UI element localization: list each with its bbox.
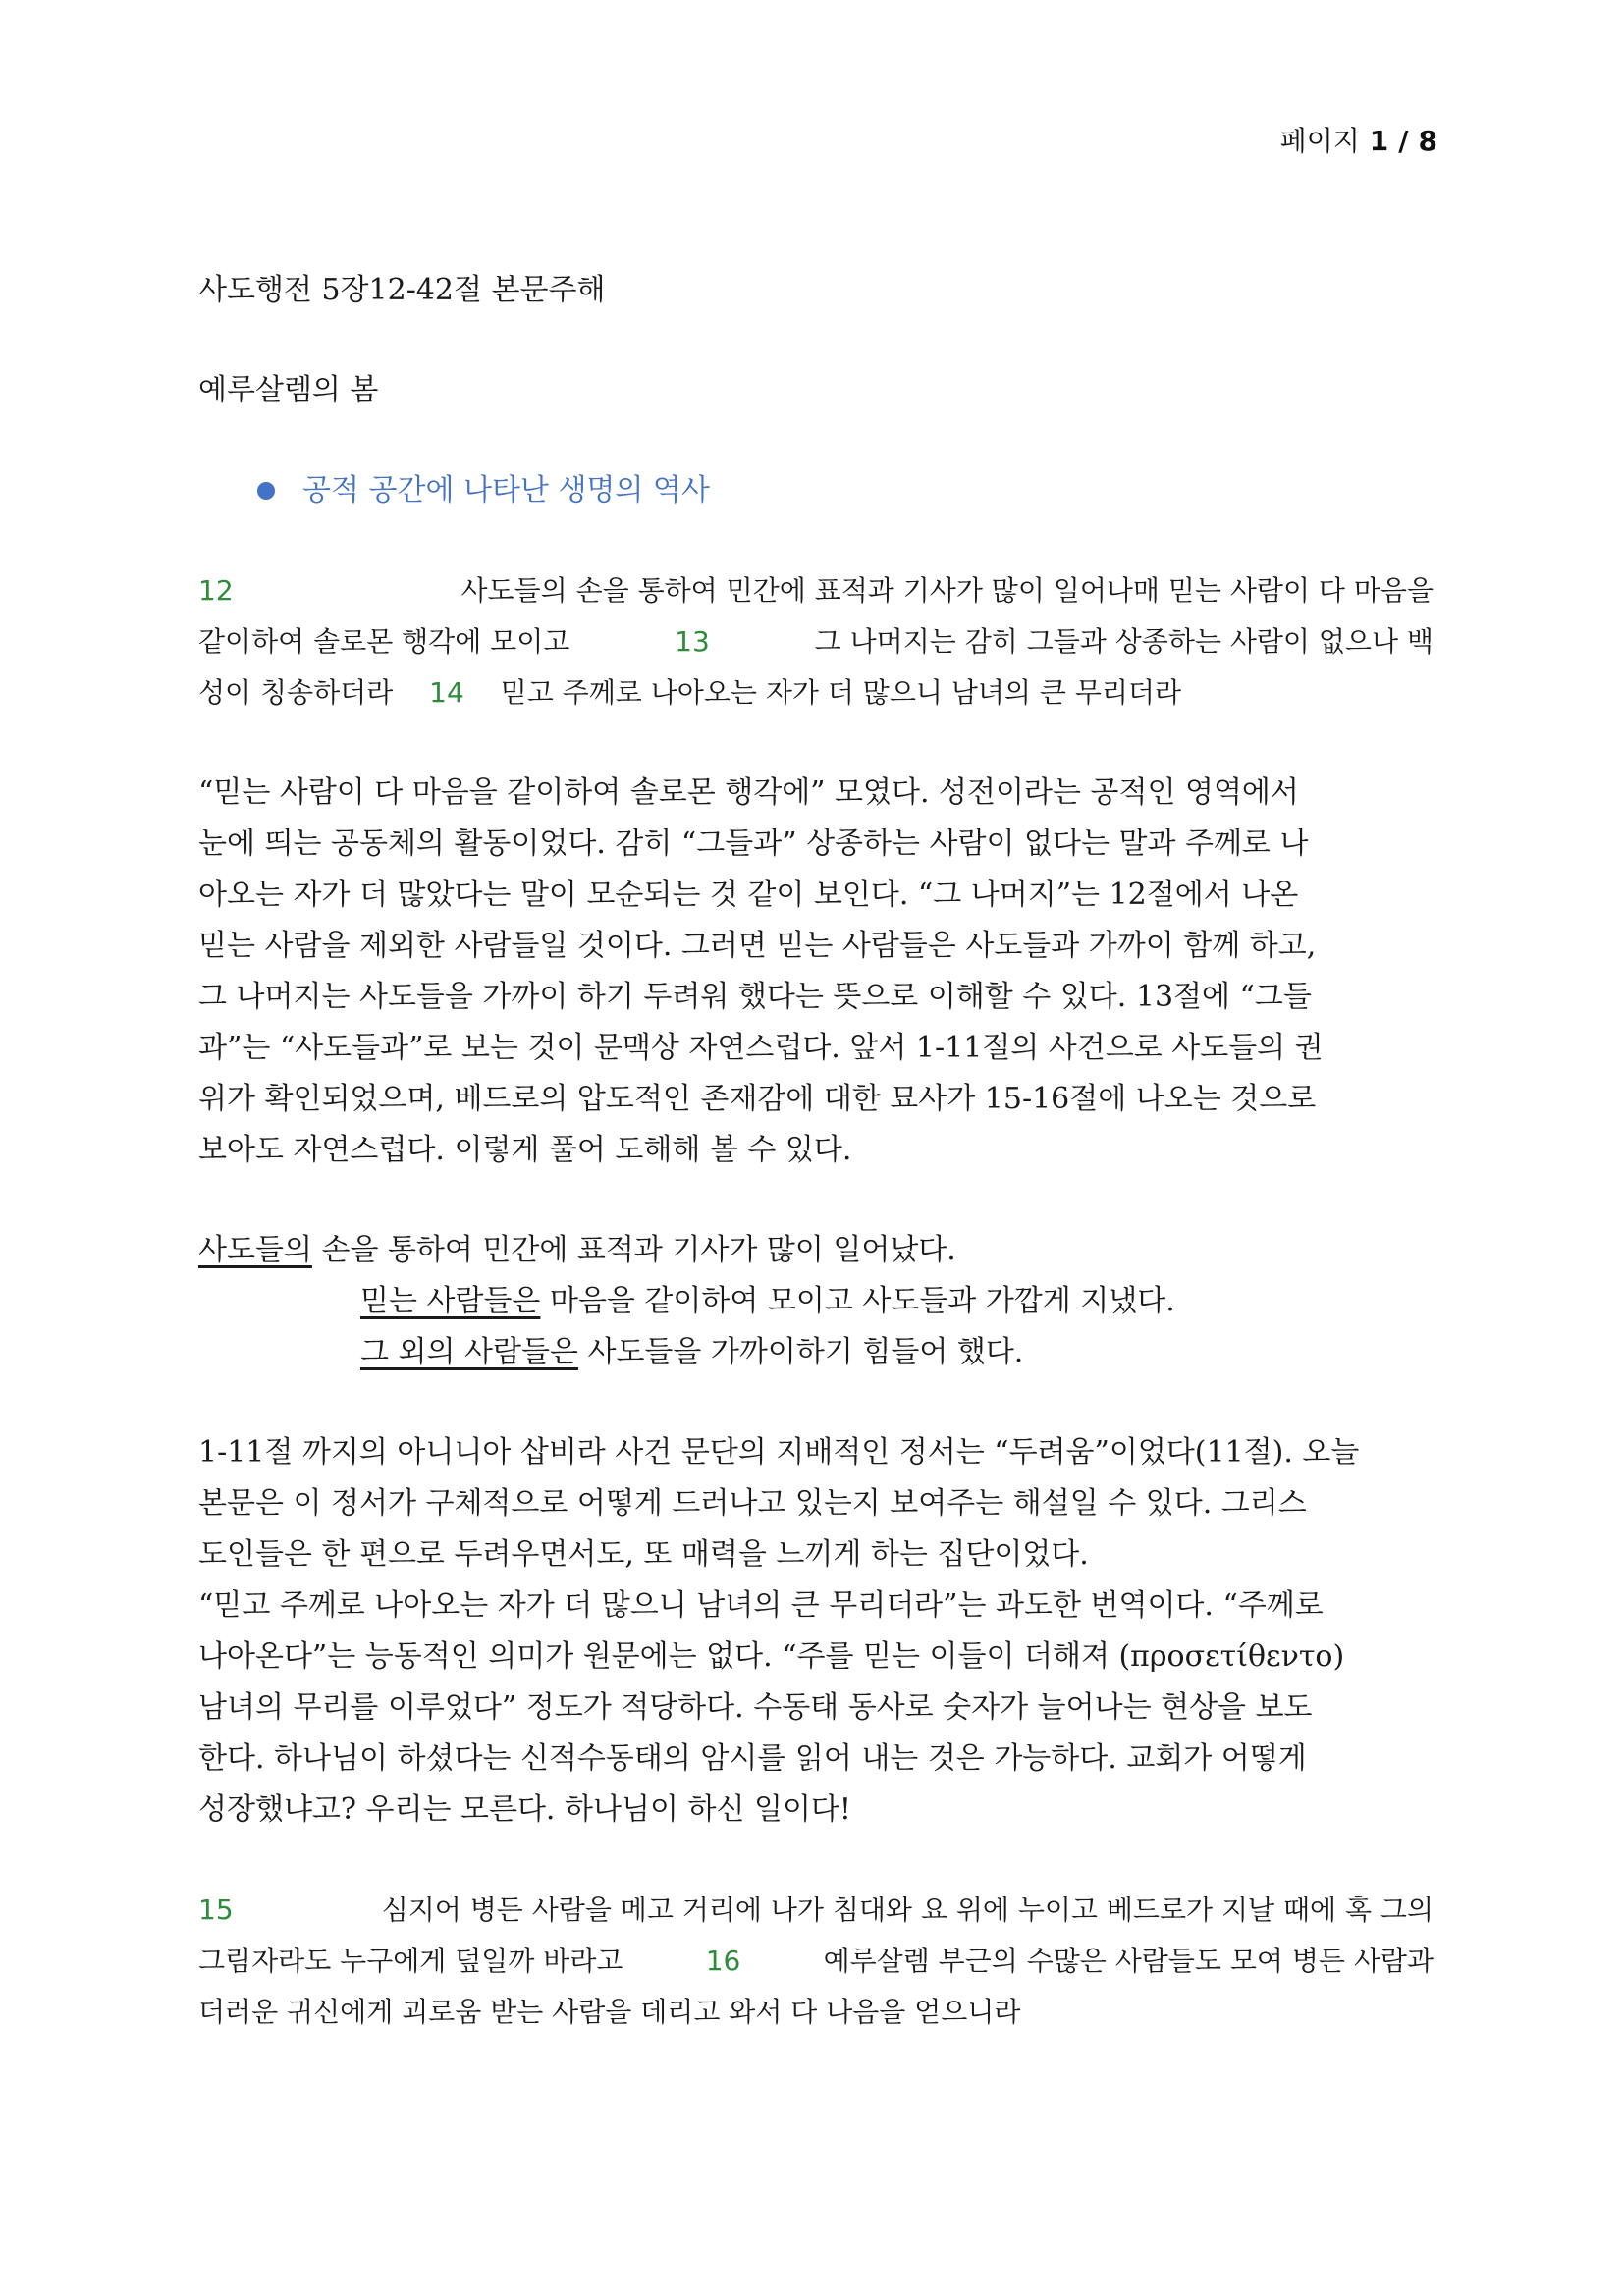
verse-number: 14: [429, 676, 464, 709]
paragraph-line: 그 나머지는 사도들을 가까이 하기 두려워 했다는 뜻으로 이해할 수 있다. 13절에 “그들: [198, 980, 1312, 1014]
paragraph-line: 나아온다”는 능동적인 의미가 원문에는 없다. “주를 믿는 이들이 더해져 (προσετίθεντο): [198, 1639, 1345, 1674]
paragraph-line: 1-11절 까지의 아니니아 삽비라 사건 문단의 지배적인 정서는 “두려움”이었다(11절). 오늘: [198, 1435, 1360, 1469]
diagram-predicate: 마음을 같이하여 모이고 사도들과 가깝게 지냈다.: [540, 1284, 1175, 1318]
paragraph-line: 과”는 “사도들과”로 보는 것이 문맥상 자연스럽다. 앞서 1-11절의 사건으로 사도들의 권: [198, 1031, 1324, 1065]
document-body: [198, 265, 1434, 2038]
paragraph-line: 본문은 이 정서가 구체적으로 어떻게 드러나고 있는지 보여주는 해설일 수 있다. 그리스: [198, 1486, 1307, 1521]
document-title: 사도행전 5장12-42절 본문주해: [198, 273, 606, 307]
paragraph-line: 한다. 하나님이 하셨다는 신적수동태의 암시를 읽어 내는 것은 가능하다. 교회가 어떻게: [198, 1741, 1307, 1776]
scripture-line: 더러운 귀신에게 괴로움 받는 사람을 데리고 와서 다 나음을 얻으니라: [198, 1996, 1021, 2028]
paragraph-line: “믿는 사람이 다 마음을 같이하여 솔로몬 행각에” 모였다. 성전이라는 공적인 영역에서: [198, 775, 1299, 810]
verse-text: 그림자라도 누구에게 덮일까 바라고: [198, 1945, 623, 1977]
paragraph-line: 위가 확인되었으며, 베드로의 압도적인 존재감에 대한 묘사가 15-16절에 나오는 것으로: [198, 1082, 1317, 1116]
commentary-paragraph-3: [198, 1580, 1434, 1836]
paragraph-line: 눈에 띄는 공동체의 활동이었다. 감히 “그들과” 상종하는 사람이 없다는 말과 주께로 나: [198, 827, 1309, 861]
scripture-line: [198, 1936, 1434, 1987]
section-subtitle: 예루살렘의 봄: [198, 373, 379, 407]
scripture-block-15-16: [198, 1885, 1434, 2038]
verse-number: 13: [675, 625, 710, 658]
diagram-row: [360, 1327, 1434, 1378]
diagram-predicate: 사도들을 가까이하기 힘들어 했다.: [577, 1335, 1024, 1369]
verse-text: 믿고 주께로 나아오는 자가 더 많으니 남녀의 큰 무리더라: [500, 676, 1182, 709]
page-label: 페이지: [1279, 125, 1360, 157]
verse-text: 성이 칭송하더라: [198, 676, 394, 709]
diagram-subject: 그 외의 사람들은: [360, 1335, 578, 1369]
verse-text: 사도들의 손을 통하여 민간에 표적과 기사가 많이 일어나매 믿는 사람이 다 마음을: [460, 574, 1434, 607]
commentary-paragraph-2: [198, 1427, 1434, 1580]
paragraph-line: 성장했냐고? 우리는 모른다. 하나님이 하신 일이다!: [198, 1792, 851, 1827]
diagram-subject: 믿는 사람들은: [360, 1284, 541, 1318]
page-total: 8: [1418, 125, 1437, 157]
bullet-dot-icon: [257, 482, 275, 500]
structure-diagram: [198, 1225, 1434, 1378]
bullet-heading: [257, 465, 1434, 516]
diagram-row: [198, 1225, 1434, 1276]
verse-text: 예루살렘 부근의 수많은 사람들도 모여 병든 사람과: [823, 1945, 1434, 1977]
commentary-paragraph-1: [198, 768, 1434, 1176]
paragraph-line: 도인들은 한 편으로 두려우면서도, 또 매력을 느끼게 하는 집단이었다.: [198, 1537, 1089, 1572]
verse-text: 심지어 병든 사람을 메고 거리에 나가 침대와 요 위에 누이고 베드로가 지날 때에 혹 그의: [381, 1894, 1434, 1926]
verse-text: 그 나머지는 감히 그들과 상종하는 사람이 없으나 백: [814, 625, 1434, 658]
diagram-predicate: 손을 통하여 민간에 표적과 기사가 많이 일어났다.: [311, 1233, 956, 1267]
paragraph-line: 믿는 사람을 제외한 사람들일 것이다. 그러면 믿는 사람들은 사도들과 가까이 함께 하고,: [198, 929, 1317, 963]
page-number-header: [1280, 120, 1437, 159]
diagram-row: [360, 1276, 1434, 1327]
scripture-block-12-14: [198, 565, 1434, 719]
paragraph-line: 아오는 자가 더 많았다는 말이 모순되는 것 같이 보인다. “그 나머지”는 12절에서 나온: [198, 878, 1299, 912]
scripture-line: [198, 565, 1434, 616]
paragraph-line: “믿고 주께로 나아오는 자가 더 많으니 남녀의 큰 무리더라”는 과도한 번역이다. “주께로: [198, 1588, 1324, 1623]
scripture-line: [198, 1885, 1434, 1936]
diagram-subject: 사도들의: [198, 1233, 312, 1267]
verse-number: 16: [705, 1945, 741, 1977]
scripture-line: [198, 667, 1434, 719]
verse-number: 12: [198, 574, 234, 607]
paragraph-line: 보아도 자연스럽다. 이렇게 풀어 도해해 볼 수 있다.: [198, 1133, 852, 1167]
paragraph-line: 남녀의 무리를 이루었다” 정도가 적당하다. 수동태 동사로 숫자가 늘어나는 현상을 보도: [198, 1690, 1313, 1725]
verse-text: 같이하여 솔로몬 행각에 모이고: [198, 625, 570, 658]
scripture-line: [198, 616, 1434, 667]
page-current: 1: [1369, 125, 1389, 157]
bullet-heading-text: 공적 공간에 나타난 생명의 역사: [302, 473, 710, 507]
page-separator: /: [1398, 125, 1409, 157]
verse-number: 15: [198, 1894, 234, 1926]
